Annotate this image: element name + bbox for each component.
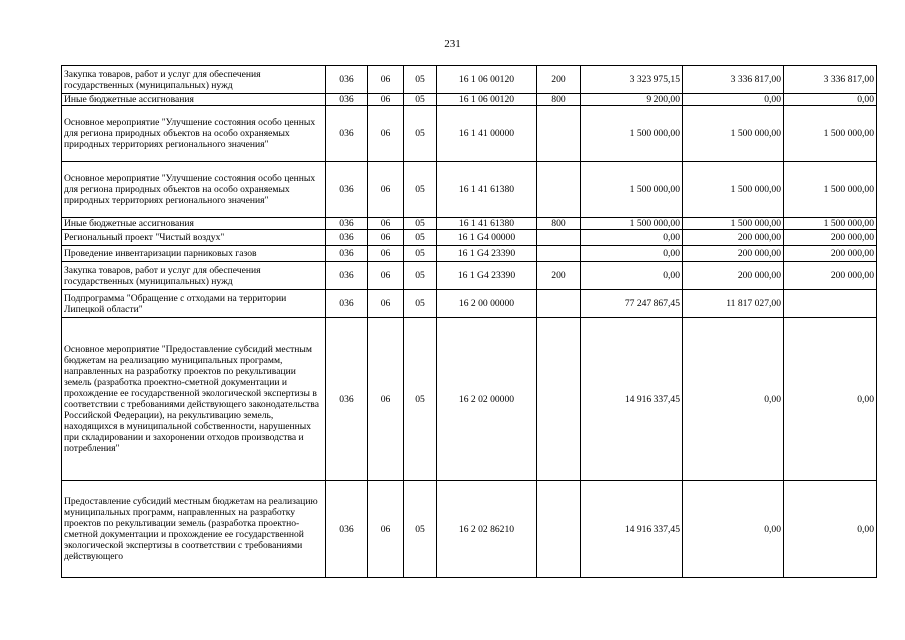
row-ministry-code: 036 bbox=[326, 66, 368, 94]
row-ministry-code: 036 bbox=[326, 162, 368, 218]
row-amount-3: 0,00 bbox=[784, 481, 877, 578]
row-amount-2: 0,00 bbox=[683, 318, 784, 481]
row-amount-1: 9 200,00 bbox=[581, 94, 683, 106]
row-amount-2: 200 000,00 bbox=[683, 246, 784, 262]
row-amount-1: 1 500 000,00 bbox=[581, 106, 683, 162]
row-section-code: 06 bbox=[368, 481, 404, 578]
row-name-cell: Проведение инвентаризации парниковых газов bbox=[62, 246, 326, 262]
row-amount-3: 200 000,00 bbox=[784, 246, 877, 262]
row-amount-1: 1 500 000,00 bbox=[581, 162, 683, 218]
row-expense-type bbox=[537, 230, 581, 246]
row-target-article: 16 1 41 61380 bbox=[437, 162, 537, 218]
row-amount-2: 1 500 000,00 bbox=[683, 162, 784, 218]
row-amount-2: 200 000,00 bbox=[683, 230, 784, 246]
row-amount-3: 0,00 bbox=[784, 318, 877, 481]
table-row bbox=[62, 290, 877, 318]
row-subsection-code: 05 bbox=[404, 262, 437, 290]
row-expense-type bbox=[537, 106, 581, 162]
row-target-article: 16 1 G4 23390 bbox=[437, 246, 537, 262]
row-section-code: 06 bbox=[368, 246, 404, 262]
row-amount-3: 1 500 000,00 bbox=[784, 218, 877, 230]
row-target-article: 16 1 41 61380 bbox=[437, 218, 537, 230]
table-row bbox=[62, 218, 877, 230]
row-expense-type bbox=[537, 246, 581, 262]
budget-table bbox=[61, 65, 877, 578]
row-name-cell: Закупка товаров, работ и услуг для обеспечения государственных (муниципальных) нужд bbox=[62, 262, 326, 290]
row-expense-type bbox=[537, 162, 581, 218]
row-name-cell: Предоставление субсидий местным бюджетам на реализацию муниципальных программ, направленных на разработку проектов по рекультивации земель (разработка проектно-сметной документации и прохождение ее государственной экологической экспертизы в соответствии с требованиями действующего bbox=[62, 481, 326, 578]
page-number: 231 bbox=[444, 38, 461, 50]
row-expense-type: 200 bbox=[537, 262, 581, 290]
table-row bbox=[62, 106, 877, 162]
row-subsection-code: 05 bbox=[404, 246, 437, 262]
row-amount-1: 0,00 bbox=[581, 230, 683, 246]
row-amount-1: 14 916 337,45 bbox=[581, 481, 683, 578]
row-ministry-code: 036 bbox=[326, 246, 368, 262]
table-row bbox=[62, 94, 877, 106]
row-target-article: 16 2 00 00000 bbox=[437, 290, 537, 318]
row-amount-1: 14 916 337,45 bbox=[581, 318, 683, 481]
row-section-code: 06 bbox=[368, 106, 404, 162]
row-section-code: 06 bbox=[368, 262, 404, 290]
row-section-code: 06 bbox=[368, 66, 404, 94]
row-target-article: 16 1 G4 00000 bbox=[437, 230, 537, 246]
row-amount-3: 3 336 817,00 bbox=[784, 66, 877, 94]
row-amount-1: 77 247 867,45 bbox=[581, 290, 683, 318]
row-amount-1: 0,00 bbox=[581, 246, 683, 262]
table-row bbox=[62, 66, 877, 94]
row-expense-type: 200 bbox=[537, 66, 581, 94]
table-row bbox=[62, 481, 877, 578]
table-body bbox=[62, 66, 877, 578]
row-amount-2: 0,00 bbox=[683, 94, 784, 106]
row-amount-2: 0,00 bbox=[683, 481, 784, 578]
row-expense-type bbox=[537, 481, 581, 578]
row-section-code: 06 bbox=[368, 318, 404, 481]
row-subsection-code: 05 bbox=[404, 162, 437, 218]
row-section-code: 06 bbox=[368, 162, 404, 218]
row-ministry-code: 036 bbox=[326, 230, 368, 246]
row-subsection-code: 05 bbox=[404, 66, 437, 94]
row-subsection-code: 05 bbox=[404, 290, 437, 318]
table-row bbox=[62, 230, 877, 246]
table-row bbox=[62, 262, 877, 290]
row-ministry-code: 036 bbox=[326, 318, 368, 481]
row-amount-1: 0,00 bbox=[581, 262, 683, 290]
row-name-cell: Основное мероприятие "Улучшение состояния особо ценных для региона природных объектов на особо охраняемых природных территориях регионального значения" bbox=[62, 106, 326, 162]
row-ministry-code: 036 bbox=[326, 290, 368, 318]
row-target-article: 16 2 02 86210 bbox=[437, 481, 537, 578]
row-subsection-code: 05 bbox=[404, 94, 437, 106]
row-section-code: 06 bbox=[368, 230, 404, 246]
row-target-article: 16 1 06 00120 bbox=[437, 94, 537, 106]
row-name-cell: Основное мероприятие "Улучшение состояния особо ценных для региона природных объектов на особо охраняемых природных территориях регионального значения" bbox=[62, 162, 326, 218]
row-subsection-code: 05 bbox=[404, 230, 437, 246]
row-amount-3: 1 500 000,00 bbox=[784, 162, 877, 218]
row-name-cell: Закупка товаров, работ и услуг для обеспечения государственных (муниципальных) нужд bbox=[62, 66, 326, 94]
row-amount-2: 11 817 027,00 bbox=[683, 290, 784, 318]
row-target-article: 16 2 02 00000 bbox=[437, 318, 537, 481]
row-ministry-code: 036 bbox=[326, 94, 368, 106]
row-ministry-code: 036 bbox=[326, 106, 368, 162]
row-target-article: 16 1 41 00000 bbox=[437, 106, 537, 162]
row-amount-1: 3 323 975,15 bbox=[581, 66, 683, 94]
row-subsection-code: 05 bbox=[404, 218, 437, 230]
row-name-cell: Иные бюджетные ассигнования bbox=[62, 218, 326, 230]
row-name-cell: Региональный проект "Чистый воздух" bbox=[62, 230, 326, 246]
row-name-cell: Основное мероприятие "Предоставление субсидий местным бюджетам на реализацию муниципальных программ, направленных на разработку проектов по рекультивации земель (разработка проектно-сметной документации и прохождение ее государственной экологической экспертизы в соответствии с требованиями действующего законодательства Российской Федерации), на рекультивацию земель, находящихся в муниципальной собственности, нарушенных при складировании и захоронении отходов производства и потребления" bbox=[62, 318, 326, 481]
row-section-code: 06 bbox=[368, 94, 404, 106]
row-subsection-code: 05 bbox=[404, 481, 437, 578]
row-amount-3: 200 000,00 bbox=[784, 230, 877, 246]
row-amount-3: 0,00 bbox=[784, 94, 877, 106]
row-target-article: 16 1 06 00120 bbox=[437, 66, 537, 94]
row-expense-type bbox=[537, 318, 581, 481]
row-amount-2: 1 500 000,00 bbox=[683, 218, 784, 230]
row-expense-type bbox=[537, 290, 581, 318]
row-ministry-code: 036 bbox=[326, 262, 368, 290]
row-amount-3: 1 500 000,00 bbox=[784, 106, 877, 162]
row-ministry-code: 036 bbox=[326, 481, 368, 578]
row-amount-2: 200 000,00 bbox=[683, 262, 784, 290]
row-section-code: 06 bbox=[368, 218, 404, 230]
row-amount-2: 1 500 000,00 bbox=[683, 106, 784, 162]
row-section-code: 06 bbox=[368, 290, 404, 318]
table-row bbox=[62, 318, 877, 481]
table-row bbox=[62, 246, 877, 262]
table-row bbox=[62, 162, 877, 218]
row-amount-1: 1 500 000,00 bbox=[581, 218, 683, 230]
row-subsection-code: 05 bbox=[404, 318, 437, 481]
row-amount-3: 200 000,00 bbox=[784, 262, 877, 290]
row-name-cell: Подпрограмма "Обращение с отходами на территории Липецкой области" bbox=[62, 290, 326, 318]
row-subsection-code: 05 bbox=[404, 106, 437, 162]
row-expense-type: 800 bbox=[537, 94, 581, 106]
row-amount-3 bbox=[784, 290, 877, 318]
row-ministry-code: 036 bbox=[326, 218, 368, 230]
row-expense-type: 800 bbox=[537, 218, 581, 230]
row-name-cell: Иные бюджетные ассигнования bbox=[62, 94, 326, 106]
row-target-article: 16 1 G4 23390 bbox=[437, 262, 537, 290]
row-amount-2: 3 336 817,00 bbox=[683, 66, 784, 94]
